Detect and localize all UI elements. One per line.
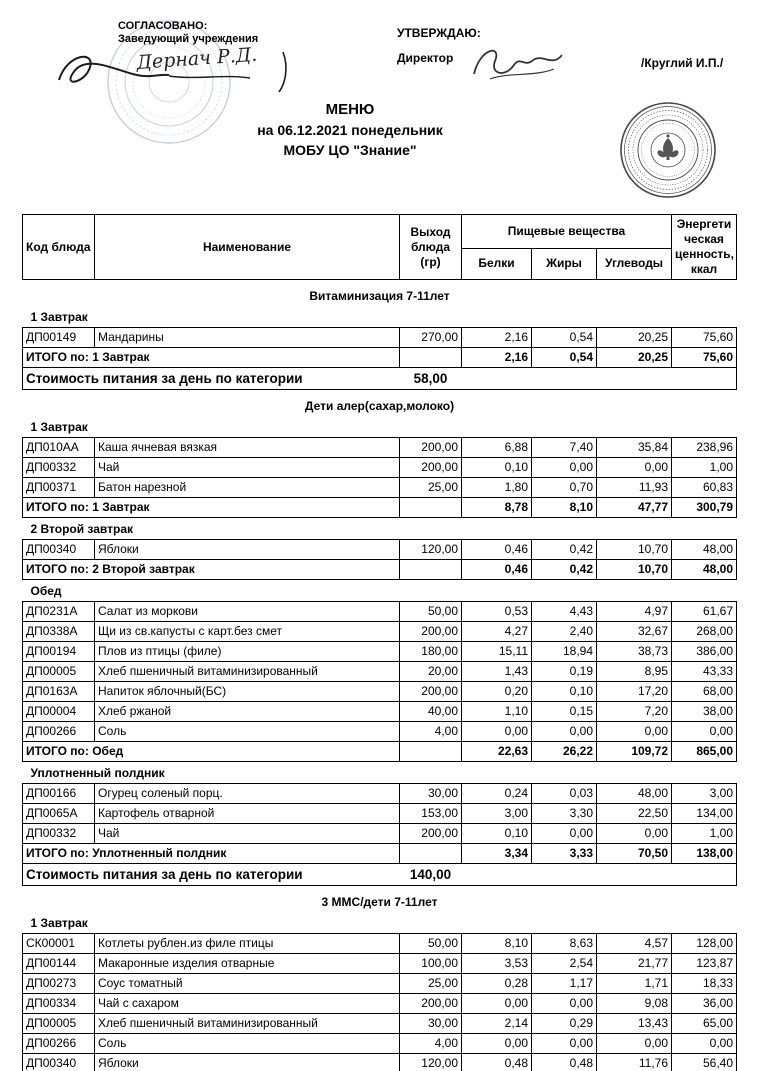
dish-protein: 3,53 <box>462 954 532 974</box>
dish-carbs: 20,25 <box>597 328 672 348</box>
dish-code: ДП00005 <box>23 662 95 682</box>
dish-row <box>23 328 737 348</box>
dish-name: Яблоки <box>95 540 400 560</box>
dish-energy: 60,83 <box>672 478 737 498</box>
total-label: ИТОГО по: Уплотненный полдник <box>23 844 400 864</box>
dish-energy: 134,00 <box>672 804 737 824</box>
dish-row <box>23 642 737 662</box>
dish-carbs: 0,00 <box>597 1034 672 1054</box>
dish-protein: 0,00 <box>462 1034 532 1054</box>
meal-title-row <box>23 580 737 602</box>
dish-energy: 3,00 <box>672 784 737 804</box>
meal-total-row <box>23 742 737 762</box>
dish-energy: 65,00 <box>672 1014 737 1034</box>
dish-output: 200,00 <box>400 682 462 702</box>
dish-output: 120,00 <box>400 1054 462 1071</box>
dish-code: СК00001 <box>23 934 95 954</box>
agreed-label: СОГЛАСОВАНО: <box>118 20 208 32</box>
total-output <box>400 844 462 864</box>
dish-energy: 268,00 <box>672 622 737 642</box>
dish-name: Плов из птицы (филе) <box>95 642 400 662</box>
meal-title-row <box>23 518 737 540</box>
dish-name: Батон нарезной <box>95 478 400 498</box>
dish-carbs: 11,76 <box>597 1054 672 1071</box>
dish-carbs: 1,71 <box>597 974 672 994</box>
dish-output: 153,00 <box>400 804 462 824</box>
dish-name: Салат из моркови <box>95 602 400 622</box>
dish-fat: 0,03 <box>532 784 597 804</box>
dish-row <box>23 1054 737 1071</box>
dish-output: 200,00 <box>400 438 462 458</box>
dish-fat: 0,15 <box>532 702 597 722</box>
dish-energy: 128,00 <box>672 934 737 954</box>
dish-name: Соус томатный <box>95 974 400 994</box>
dish-code: ДП0065А <box>23 804 95 824</box>
dish-row <box>23 1014 737 1034</box>
title-menu: МЕНЮ <box>325 101 375 118</box>
daily-cost-value: 140,00 <box>400 864 462 886</box>
director-signature-icon <box>460 36 580 92</box>
daily-cost-row <box>23 368 737 390</box>
document-header <box>0 0 758 214</box>
document-title <box>0 100 700 160</box>
dish-energy: 75,60 <box>672 328 737 348</box>
dish-energy: 56,40 <box>672 1054 737 1071</box>
dish-output: 50,00 <box>400 602 462 622</box>
menu-table <box>22 214 737 1071</box>
dish-energy: 386,00 <box>672 642 737 662</box>
dish-row <box>23 458 737 478</box>
total-label: ИТОГО по: 1 Завтрак <box>23 498 400 518</box>
dish-fat: 0,00 <box>532 458 597 478</box>
dish-output: 200,00 <box>400 824 462 844</box>
dish-fat: 0,48 <box>532 1054 597 1071</box>
agreed-role: Заведующий учреждения <box>118 33 259 45</box>
category-title: Дети алер(сахар,молоко) <box>304 399 455 413</box>
dish-fat: 0,00 <box>532 1034 597 1054</box>
dish-fat: 0,10 <box>532 682 597 702</box>
dish-code: ДП00005 <box>23 1014 95 1034</box>
total-carbs: 20,25 <box>597 348 672 368</box>
dish-fat: 0,00 <box>532 722 597 742</box>
total-protein: 2,16 <box>462 348 532 368</box>
dish-name: Яблоки <box>95 1054 400 1071</box>
dish-carbs: 32,67 <box>597 622 672 642</box>
dish-fat: 0,29 <box>532 1014 597 1034</box>
dish-protein: 1,10 <box>462 702 532 722</box>
dish-carbs: 8,95 <box>597 662 672 682</box>
dish-name: Огурец соленый порц. <box>95 784 400 804</box>
dish-fat: 2,40 <box>532 622 597 642</box>
dish-code: ДП00144 <box>23 954 95 974</box>
dish-protein: 0,24 <box>462 784 532 804</box>
menu-table-body <box>23 280 737 1071</box>
total-energy: 865,00 <box>672 742 737 762</box>
dish-output: 4,00 <box>400 722 462 742</box>
meal-title: 2 Второй завтрак <box>30 522 134 536</box>
dish-carbs: 0,00 <box>597 722 672 742</box>
dish-protein: 0,46 <box>462 540 532 560</box>
dish-carbs: 11,93 <box>597 478 672 498</box>
dish-row <box>23 824 737 844</box>
dish-protein: 0,10 <box>462 824 532 844</box>
dish-carbs: 4,57 <box>597 934 672 954</box>
dish-fat: 4,43 <box>532 602 597 622</box>
dish-row <box>23 954 737 974</box>
dish-carbs: 10,70 <box>597 540 672 560</box>
dish-protein: 0,28 <box>462 974 532 994</box>
dish-protein: 0,20 <box>462 682 532 702</box>
official-round-stamp-icon <box>618 100 718 200</box>
dish-protein: 15,11 <box>462 642 532 662</box>
dish-row <box>23 1034 737 1054</box>
dish-energy: 36,00 <box>672 994 737 1014</box>
dish-output: 50,00 <box>400 934 462 954</box>
dish-row <box>23 682 737 702</box>
dish-row <box>23 602 737 622</box>
dish-row <box>23 974 737 994</box>
daily-cost-value: 58,00 <box>400 368 462 390</box>
dish-output: 200,00 <box>400 994 462 1014</box>
total-carbs: 47,77 <box>597 498 672 518</box>
col-header-output: Выход блюда (гр) <box>400 215 462 280</box>
col-header-carbs: Углеводы <box>597 248 672 279</box>
dish-output: 25,00 <box>400 478 462 498</box>
dish-name: Макаронные изделия отварные <box>95 954 400 974</box>
total-energy: 300,79 <box>672 498 737 518</box>
dish-protein: 0,48 <box>462 1054 532 1071</box>
dish-name: Напиток яблочный(БС) <box>95 682 400 702</box>
meal-title-row <box>23 306 737 328</box>
dish-carbs: 48,00 <box>597 784 672 804</box>
dish-row <box>23 438 737 458</box>
total-carbs: 10,70 <box>597 560 672 580</box>
col-header-name: Наименование <box>95 215 400 280</box>
dish-fat: 7,40 <box>532 438 597 458</box>
approved-label: УТВЕРЖДАЮ: <box>397 26 481 40</box>
dish-fat: 3,30 <box>532 804 597 824</box>
total-fat: 8,10 <box>532 498 597 518</box>
dish-fat: 8,63 <box>532 934 597 954</box>
total-label: ИТОГО по: 2 Второй завтрак <box>23 560 400 580</box>
dish-energy: 0,00 <box>672 722 737 742</box>
dish-name: Соль <box>95 722 400 742</box>
dish-output: 180,00 <box>400 642 462 662</box>
dish-protein: 8,10 <box>462 934 532 954</box>
daily-cost-empty <box>462 864 737 886</box>
dish-protein: 0,10 <box>462 458 532 478</box>
dish-name: Хлеб пшеничный витаминизированный <box>95 1014 400 1034</box>
title-organization: МОБУ ЦО "Знание" <box>283 142 417 158</box>
dish-code: ДП00332 <box>23 824 95 844</box>
dish-output: 40,00 <box>400 702 462 722</box>
daily-cost-label: Стоимость питания за день по категории <box>23 368 400 390</box>
category-title: Витаминизация 7-11лет <box>309 289 450 303</box>
dish-carbs: 22,50 <box>597 804 672 824</box>
dish-name: Хлеб ржаной <box>95 702 400 722</box>
dish-code: ДП00194 <box>23 642 95 662</box>
dish-row <box>23 540 737 560</box>
dish-energy: 238,96 <box>672 438 737 458</box>
title-date: на 06.12.2021 понедельник <box>257 122 443 138</box>
dish-output: 200,00 <box>400 458 462 478</box>
dish-protein: 0,00 <box>462 722 532 742</box>
dish-output: 100,00 <box>400 954 462 974</box>
dish-code: ДП0338А <box>23 622 95 642</box>
dish-fat: 0,00 <box>532 824 597 844</box>
meal-title: 1 Завтрак <box>30 420 88 434</box>
meal-title-row <box>23 762 737 784</box>
dish-energy: 1,00 <box>672 458 737 478</box>
dish-protein: 6,88 <box>462 438 532 458</box>
total-label: ИТОГО по: Обед <box>23 742 400 762</box>
dish-fat: 2,54 <box>532 954 597 974</box>
agreed-signature-icon <box>45 40 305 102</box>
dish-carbs: 4,97 <box>597 602 672 622</box>
meal-total-row <box>23 560 737 580</box>
dish-row <box>23 784 737 804</box>
total-output <box>400 348 462 368</box>
dish-row <box>23 804 737 824</box>
total-carbs: 109,72 <box>597 742 672 762</box>
total-output <box>400 742 462 762</box>
dish-carbs: 7,20 <box>597 702 672 722</box>
meal-title-row <box>23 416 737 438</box>
dish-carbs: 35,84 <box>597 438 672 458</box>
dish-protein: 0,53 <box>462 602 532 622</box>
dish-name: Каша ячневая вязкая <box>95 438 400 458</box>
dish-output: 4,00 <box>400 1034 462 1054</box>
daily-cost-label: Стоимость питания за день по категории <box>23 864 400 886</box>
approved-role: Директор <box>397 51 454 65</box>
meal-total-row <box>23 348 737 368</box>
total-fat: 0,42 <box>532 560 597 580</box>
dish-row <box>23 478 737 498</box>
dish-row <box>23 702 737 722</box>
dish-name: Чай <box>95 458 400 478</box>
total-protein: 8,78 <box>462 498 532 518</box>
dish-carbs: 17,20 <box>597 682 672 702</box>
dish-carbs: 21,77 <box>597 954 672 974</box>
dish-protein: 2,16 <box>462 328 532 348</box>
dish-energy: 48,00 <box>672 540 737 560</box>
dish-code: ДП00340 <box>23 540 95 560</box>
dish-output: 120,00 <box>400 540 462 560</box>
col-header-protein: Белки <box>462 248 532 279</box>
dish-code: ДП0163А <box>23 682 95 702</box>
dish-output: 200,00 <box>400 622 462 642</box>
dish-energy: 0,00 <box>672 1034 737 1054</box>
dish-fat: 1,17 <box>532 974 597 994</box>
meal-title: 1 Завтрак <box>30 310 88 324</box>
col-header-energy: Энергети ческая ценность, ккал <box>672 215 737 280</box>
dish-row <box>23 934 737 954</box>
total-fat: 3,33 <box>532 844 597 864</box>
meal-title: 1 Завтрак <box>30 916 88 930</box>
dish-energy: 18,33 <box>672 974 737 994</box>
category-title: 3 ММС/дети 7-11лет <box>321 895 438 909</box>
total-protein: 3,34 <box>462 844 532 864</box>
approved-name: /Круглий И.П./ <box>641 56 724 70</box>
daily-cost-empty <box>462 368 737 390</box>
dish-code: ДП00273 <box>23 974 95 994</box>
total-energy: 75,60 <box>672 348 737 368</box>
dish-name: Чай <box>95 824 400 844</box>
dish-protein: 2,14 <box>462 1014 532 1034</box>
dish-name: Картофель отварной <box>95 804 400 824</box>
dish-code: ДП00371 <box>23 478 95 498</box>
total-energy: 48,00 <box>672 560 737 580</box>
total-energy: 138,00 <box>672 844 737 864</box>
meal-total-row <box>23 498 737 518</box>
total-output <box>400 560 462 580</box>
menu-table-header <box>23 215 737 280</box>
dish-output: 25,00 <box>400 974 462 994</box>
total-protein: 0,46 <box>462 560 532 580</box>
dish-row <box>23 622 737 642</box>
daily-cost-row <box>23 864 737 886</box>
dish-fat: 0,70 <box>532 478 597 498</box>
dish-energy: 61,67 <box>672 602 737 622</box>
dish-fat: 0,42 <box>532 540 597 560</box>
dish-output: 20,00 <box>400 662 462 682</box>
dish-protein: 1,43 <box>462 662 532 682</box>
dish-code: ДП00332 <box>23 458 95 478</box>
dish-code: ДП00166 <box>23 784 95 804</box>
total-fat: 0,54 <box>532 348 597 368</box>
dish-name: Щи из св.капусты с карт.без смет <box>95 622 400 642</box>
dish-name: Мандарины <box>95 328 400 348</box>
dish-carbs: 0,00 <box>597 824 672 844</box>
dish-protein: 3,00 <box>462 804 532 824</box>
dish-name: Котлеты рублен.из филе птицы <box>95 934 400 954</box>
dish-energy: 1,00 <box>672 824 737 844</box>
meal-title-row <box>23 912 737 934</box>
dish-name: Хлеб пшеничный витаминизированный <box>95 662 400 682</box>
total-protein: 22,63 <box>462 742 532 762</box>
dish-code: ДП0231А <box>23 602 95 622</box>
dish-output: 30,00 <box>400 1014 462 1034</box>
meal-title: Уплотненный полдник <box>30 766 165 780</box>
dish-code: ДП00340 <box>23 1054 95 1071</box>
total-output <box>400 498 462 518</box>
total-fat: 26,22 <box>532 742 597 762</box>
dish-output: 270,00 <box>400 328 462 348</box>
dish-protein: 1,80 <box>462 478 532 498</box>
col-header-code: Код блюда <box>23 215 95 280</box>
dish-carbs: 9,08 <box>597 994 672 1014</box>
dish-protein: 0,00 <box>462 994 532 1014</box>
dish-fat: 0,54 <box>532 328 597 348</box>
total-label: ИТОГО по: 1 Завтрак <box>23 348 400 368</box>
total-carbs: 70,50 <box>597 844 672 864</box>
category-title-row <box>23 886 737 913</box>
category-title-row <box>23 390 737 417</box>
dish-code: ДП010АА <box>23 438 95 458</box>
dish-protein: 4,27 <box>462 622 532 642</box>
col-header-fat: Жиры <box>532 248 597 279</box>
dish-fat: 0,00 <box>532 994 597 1014</box>
dish-name: Чай с сахаром <box>95 994 400 1014</box>
dish-row <box>23 994 737 1014</box>
dish-name: Соль <box>95 1034 400 1054</box>
dish-carbs: 38,73 <box>597 642 672 662</box>
meal-total-row <box>23 844 737 864</box>
dish-carbs: 0,00 <box>597 458 672 478</box>
dish-output: 30,00 <box>400 784 462 804</box>
dish-row <box>23 722 737 742</box>
dish-fat: 18,94 <box>532 642 597 662</box>
category-title-row <box>23 280 737 307</box>
meal-title: Обед <box>30 584 62 598</box>
agreed-signature-name: Дернач Р.Д. <box>135 43 258 74</box>
dish-code: ДП00149 <box>23 328 95 348</box>
dish-code: ДП00334 <box>23 994 95 1014</box>
dish-row <box>23 662 737 682</box>
dish-code: ДП00004 <box>23 702 95 722</box>
dish-carbs: 13,43 <box>597 1014 672 1034</box>
dish-code: ДП00266 <box>23 722 95 742</box>
dish-code: ДП00266 <box>23 1034 95 1054</box>
col-header-nutrients-group: Пищевые вещества <box>462 215 672 249</box>
dish-energy: 68,00 <box>672 682 737 702</box>
dish-energy: 43,33 <box>672 662 737 682</box>
dish-energy: 38,00 <box>672 702 737 722</box>
dish-energy: 123,87 <box>672 954 737 974</box>
dish-fat: 0,19 <box>532 662 597 682</box>
